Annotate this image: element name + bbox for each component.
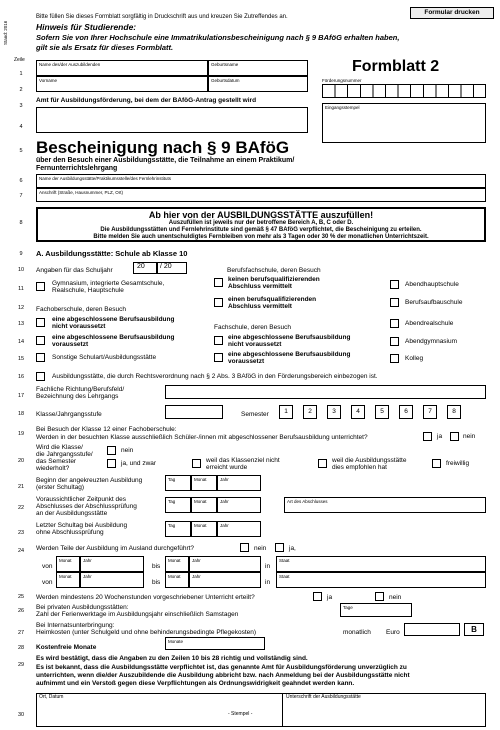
- schuljahr-from[interactable]: 20: [133, 262, 157, 274]
- foerderungsnummer-label: Förderungsnummer: [322, 78, 362, 83]
- keinen-checkbox[interactable]: [214, 278, 223, 287]
- schuljahr-to[interactable]: / 20: [157, 262, 187, 274]
- fos1-label-2: nicht voraussetzt: [52, 323, 106, 330]
- stempel-label: - Stempel -: [228, 711, 253, 717]
- wochenstunden-ja-label: ja: [327, 594, 333, 601]
- notice-line-2: Die Ausbildungsstätten und Fernlehrinstitute sind gemäß § 47 BAföG verpflichtet, die Bescheinigung zu erteilen.: [100, 227, 422, 234]
- fos1-checkbox[interactable]: [36, 318, 45, 327]
- print-button[interactable]: Formular drucken: [410, 7, 494, 19]
- semester-1[interactable]: 1: [279, 405, 293, 419]
- heim-euro: Euro: [386, 629, 400, 636]
- signature-divider: [282, 693, 283, 727]
- klassenziel-checkbox[interactable]: [192, 459, 201, 468]
- title-sub-1: über den Besuch einer Ausbildungsstätte, die Teilnahme an einem Praktikum/: [36, 157, 295, 164]
- freiwillig-checkbox[interactable]: [432, 459, 441, 468]
- bestaetigung-2: Es ist bekannt, dass die Ausbildungsstätte verpflichtet ist, das genannte Amt für Ausbildungsförderung unverzüglich zu: [36, 664, 407, 671]
- gymnasium-label-1: Gymnasium, integrierte Gesamtschule,: [52, 280, 165, 287]
- ausland-bis-monat-1[interactable]: Monat: [165, 556, 189, 572]
- wiederholt-label-3: das Semester: [36, 458, 77, 465]
- zeile-label: Zeile: [14, 57, 25, 63]
- wiederholt-ja-checkbox[interactable]: [107, 459, 116, 468]
- instruction-text: Bitte füllen Sie dieses Formblatt sorgfältig in Druckschrift aus und kreuzen Sie Zutreffendes an.: [36, 14, 288, 20]
- section-a-title: A. Ausbildungsstätte: Schule ab Klasse 10: [36, 249, 188, 258]
- semester-4[interactable]: 4: [351, 405, 365, 419]
- semester-2[interactable]: 2: [303, 405, 317, 419]
- verordnung-checkbox[interactable]: [36, 372, 45, 381]
- keinen-label-2: Abschluss vermittelt: [228, 283, 292, 290]
- name-field[interactable]: Name des/der Auszubildenden: [36, 60, 208, 76]
- wiederholt-label-2: die Jahrgangsstufe/: [36, 451, 93, 458]
- unterschrift-label: Unterschrift der Ausbildungsstätte: [286, 694, 361, 700]
- ausland-in-1: in: [265, 563, 271, 570]
- ausland-bis-monat-2[interactable]: Monat: [165, 572, 189, 588]
- abschluss-jahr[interactable]: Jahr: [217, 497, 261, 513]
- title-sub-2: Fernunterrichtslehrgang: [36, 165, 118, 172]
- ausland-staat-1[interactable]: Staat: [276, 556, 486, 572]
- institut-field[interactable]: Name der Ausbildungsstätte/Praktikumsstelle/des Fernlehrinstituts: [36, 174, 486, 188]
- abschluss-tag[interactable]: Tag: [165, 497, 191, 513]
- row-number: 26: [17, 608, 25, 614]
- hinweis-text-2: gilt sie als Ersatz für dieses Formblatt.: [36, 43, 174, 52]
- wochenstunden-nein-checkbox[interactable]: [375, 592, 384, 601]
- wiederholt-label-4: wiederholt?: [36, 465, 70, 472]
- semester-8[interactable]: 8: [447, 405, 461, 419]
- row-number: 3: [19, 103, 23, 109]
- kolleg-label: Kolleg: [405, 355, 424, 362]
- heim-monatlich: monatlich: [343, 629, 371, 636]
- ausland-label: Werden Teile der Ausbildung im Ausland durchgeführt?: [36, 545, 195, 552]
- fos12-label-2: Werden in der besuchten Klasse ausschließlich Schüler-/innen mit abgeschlossener Berufsausbildung unterrichtet?: [36, 434, 368, 441]
- wochenstunden-label: Werden mindestens 20 Wochenstunden vorgeschriebener Unterricht erteilt?: [36, 594, 255, 601]
- fs1-label-1: eine abgeschlossene Berufsausbildung: [228, 334, 351, 341]
- ausland-staat-2[interactable]: Staat: [276, 572, 486, 588]
- fos12-label-1: Bei Besuch der Klasse 12 einer Fachoberschule:: [36, 426, 177, 433]
- ausland-in-2: in: [265, 579, 271, 586]
- ausland-von-monat-1[interactable]: Monat: [56, 556, 80, 572]
- hinweis-text-1: Sofern Sie von Ihrer Hochschule eine Immatrikulationsbescheinigung nach § 9 BAföG erhalten haben,: [36, 33, 400, 42]
- row-number: 12: [17, 305, 25, 311]
- einen-checkbox[interactable]: [214, 298, 223, 307]
- semester-7[interactable]: 7: [423, 405, 437, 419]
- notice-head: Ab hier von der AUSBILDUNGSSTÄTTE auszufüllen!: [148, 210, 374, 220]
- row-number: 28: [17, 645, 25, 651]
- ferien-label-1: Bei privaten Ausbildungsstätten:: [36, 604, 129, 611]
- geburtsname-field[interactable]: Geburtsname: [208, 60, 308, 76]
- fs2-label-2: voraussetzt: [228, 358, 265, 365]
- abendhaupt-label: Abendhauptschule: [405, 281, 459, 288]
- beginn-label-1: Beginn der angekreuzten Ausbildung: [36, 477, 143, 484]
- row-number: 24: [17, 548, 25, 554]
- ausland-nein-label: nein: [254, 545, 267, 552]
- eingangsstempel-field[interactable]: Eingangsstempel: [322, 103, 486, 143]
- letzter-jahr[interactable]: Jahr: [217, 521, 261, 537]
- hinweis-title: Hinweis für Studierende:: [36, 22, 137, 32]
- abendreal-checkbox[interactable]: [390, 319, 399, 328]
- row-number: 14: [17, 339, 25, 345]
- freiwillig-label: freiwillig: [446, 460, 470, 467]
- gymnasium-checkbox[interactable]: [36, 282, 45, 291]
- fs-head: Fachschule, deren Besuch: [214, 324, 291, 331]
- keinen-label-1: keinen berufsqualifizierenden: [228, 276, 320, 283]
- klasse-label: Klasse/Jahrgangsstufe: [36, 411, 102, 418]
- amt-field[interactable]: [36, 107, 308, 133]
- kostenfrei-field[interactable]: Monate: [165, 637, 265, 650]
- heim-label-2: Heimkosten (unter Schulgeld und ohne behinderungsbedingte Pflegekosten): [36, 629, 257, 636]
- berufsaufbau-checkbox[interactable]: [390, 298, 399, 307]
- fos12-ja-checkbox[interactable]: [423, 432, 432, 441]
- row-number: 21: [17, 484, 25, 490]
- notice-line-3: Bitte melden Sie auch unentschuldigtes Fernbleiben von mehr als 3 Tagen oder 30 % der monatlichen Unterrichtszeit.: [93, 234, 429, 241]
- row-number: 7: [19, 193, 23, 199]
- fos2-checkbox[interactable]: [36, 336, 45, 345]
- wochenstunden-ja-checkbox[interactable]: [313, 592, 322, 601]
- row-number: 22: [17, 505, 25, 511]
- ausland-nein-checkbox[interactable]: [240, 543, 249, 552]
- bestaetigung-1: Es wird bestätigt, dass die Angaben zu den Zeilen 10 bis 28 richtig und vollständig sind.: [36, 655, 308, 662]
- ausland-von-2: von: [42, 579, 53, 586]
- beginn-label-2: (erster Schultag): [36, 484, 85, 491]
- empfohlen-label-2: dies empfohlen hat: [332, 464, 387, 471]
- abschluss-art[interactable]: Art des Abschlusses: [284, 497, 486, 513]
- beginn-tag[interactable]: Tag: [165, 475, 191, 491]
- row-number: 27: [17, 630, 25, 636]
- ausland-bis-jahr-2[interactable]: Jahr: [189, 572, 261, 588]
- abschluss-label-2: Abschlusses der Abschlussprüfung: [36, 503, 137, 510]
- row-number: 25: [17, 594, 25, 600]
- row-number: 16: [17, 374, 25, 380]
- semester-label: Semester: [241, 411, 269, 418]
- ausland-von-1: von: [42, 563, 53, 570]
- kolleg-checkbox[interactable]: [390, 354, 399, 363]
- row-number: 10: [17, 267, 25, 273]
- notice-line-1: Auszufüllen ist jeweils nur der betroffene Bereich A, B, C oder D.: [168, 220, 354, 227]
- row-number: 6: [19, 178, 23, 184]
- fos12-nein-label: nein: [463, 433, 476, 440]
- ferien-tage-field[interactable]: Tage: [340, 603, 412, 617]
- ausland-bis-jahr-1[interactable]: Jahr: [189, 556, 261, 572]
- fos-head: Fachoberschule, deren Besuch: [36, 306, 126, 313]
- wiederholt-nein-checkbox[interactable]: [107, 446, 116, 455]
- ort-datum-label: Ort, Datum: [39, 694, 64, 700]
- notice-box: [36, 207, 486, 242]
- row-number: 8: [19, 220, 23, 226]
- letzter-tag[interactable]: Tag: [165, 521, 191, 537]
- beginn-monat[interactable]: Monat: [191, 475, 217, 491]
- empfohlen-label-1: weil die Ausbildungsstätte: [332, 457, 407, 464]
- row-number: 13: [17, 321, 25, 327]
- letzter-label-1: Letzter Schultag bei Ausbildung: [36, 522, 128, 529]
- row-number: 17: [17, 393, 25, 399]
- fs2-checkbox[interactable]: [214, 353, 223, 362]
- heim-b-box: B: [464, 623, 484, 636]
- row-number: 19: [17, 431, 25, 437]
- heim-label-1: Bei Internatsunterbringung:: [36, 622, 115, 629]
- letzter-monat[interactable]: Monat: [191, 521, 217, 537]
- fos12-ja-label: ja: [437, 433, 443, 440]
- abschluss-label-1: Voraussichtlicher Zeitpunkt des: [36, 496, 126, 503]
- abschluss-label-3: an der Ausbildungsstätte: [36, 510, 108, 517]
- gymnasium-label-2: Realschule, Hauptschule: [52, 287, 124, 294]
- geburtsdatum-field[interactable]: Geburtsdatum: [208, 76, 308, 92]
- letzter-label-2: ohne Abschlussprüfung: [36, 529, 104, 536]
- verordnung-label: Ausbildungsstätte, die durch Rechtsverordnung nach § 2 Abs. 3 BAföG in den Förderungsbereich einbezogen ist.: [52, 373, 378, 380]
- fachrichtung-field[interactable]: [165, 385, 486, 399]
- row-number: 2: [19, 87, 23, 93]
- ausland-von-monat-2[interactable]: Monat: [56, 572, 80, 588]
- row-number: 5: [19, 148, 23, 154]
- ausland-bis-2: bis: [152, 579, 161, 586]
- schuljahr-label: Angaben für das Schuljahr: [36, 267, 113, 274]
- klasse-field[interactable]: [165, 405, 223, 419]
- klassenziel-label-2: erreicht wurde: [206, 464, 248, 471]
- fos12-nein-checkbox[interactable]: [450, 432, 459, 441]
- page-title: Bescheinigung nach § 9 BAföG: [36, 138, 290, 157]
- empfohlen-checkbox[interactable]: [318, 459, 327, 468]
- semester-6[interactable]: 6: [399, 405, 413, 419]
- fos2-label-1: eine abgeschlossene Berufsausbildung: [52, 334, 175, 341]
- fos2-label-2: voraussetzt: [52, 341, 89, 348]
- abschluss-monat[interactable]: Monat: [191, 497, 217, 513]
- row-number: 15: [17, 356, 25, 362]
- fachrichtung-label-2: Bezeichnung des Lehrgangs: [36, 393, 119, 400]
- row-number: 1: [19, 71, 23, 77]
- abendgym-checkbox[interactable]: [390, 337, 399, 346]
- ausland-von-jahr-2[interactable]: Jahr: [80, 572, 144, 588]
- semester-5[interactable]: 5: [375, 405, 389, 419]
- heim-euro-field[interactable]: [404, 623, 460, 636]
- ferien-label-2: Zahl der Ferienwerktage im Ausbildungsjahr einschließlich Samstagen: [36, 611, 239, 618]
- row-number: 23: [17, 530, 25, 536]
- formblatt-title: Formblatt 2: [352, 58, 440, 75]
- fs2-label-1: eine abgeschlossene Berufsausbildung: [228, 351, 351, 358]
- stand-label: Stand: 2016: [3, 20, 8, 45]
- wiederholt-label-1: Wird die Klasse/: [36, 444, 83, 451]
- berufsaufbau-label: Berufsaufbauschule: [405, 299, 463, 306]
- signature-block[interactable]: [36, 693, 486, 727]
- ausland-ja-label: ja,: [289, 545, 296, 552]
- wiederholt-nein-label: nein: [121, 447, 134, 454]
- ausland-ja-checkbox[interactable]: [275, 543, 284, 552]
- einen-label-1: einen berufsqualifizierenden: [228, 296, 317, 303]
- vorname-field[interactable]: Vorname: [36, 76, 208, 92]
- beginn-jahr[interactable]: Jahr: [217, 475, 261, 491]
- klassenziel-label-1: weil das Klassenziel nicht: [206, 457, 280, 464]
- row-number: 20: [17, 458, 25, 464]
- row-number: 4: [19, 124, 23, 130]
- einen-label-2: Abschluss vermittelt: [228, 303, 292, 310]
- row-number: 18: [17, 411, 25, 417]
- ausland-bis-1: bis: [152, 563, 161, 570]
- ausland-von-jahr-1[interactable]: Jahr: [80, 556, 144, 572]
- abendgym-label: Abendgymnasium: [405, 338, 458, 345]
- fos1-label-1: eine abgeschlossene Berufsausbildung: [52, 316, 175, 323]
- wiederholt-ja-label: ja, und zwar: [121, 460, 157, 467]
- sonstige-label: Sonstige Schulart/Ausbildungsstätte: [52, 354, 157, 361]
- fs1-label-2: nicht voraussetzt: [228, 341, 282, 348]
- sonstige-checkbox[interactable]: [36, 353, 45, 362]
- abendreal-label: Abendrealschule: [405, 320, 454, 327]
- row-number: 11: [18, 286, 24, 292]
- kostenfrei-label: Kostenfreie Monate: [36, 644, 97, 651]
- anschrift-field[interactable]: Anschrift (Straße, Hausnummer, PLZ, Ort): [36, 188, 486, 202]
- bestaetigung-4: aufnimmt und ein Verstoß gegen diese Verpflichtungen als Ordnungswidrigkeit geahndet werden kann.: [36, 680, 355, 687]
- abendhaupt-checkbox[interactable]: [390, 280, 399, 289]
- wochenstunden-nein-label: nein: [389, 594, 402, 601]
- fs1-checkbox[interactable]: [214, 336, 223, 345]
- row-number: 9: [19, 251, 23, 257]
- berufsfachschule-head: Berufsfachschule, deren Besuch: [227, 267, 321, 274]
- fachrichtung-label-1: Fachliche Richtung/Berufsfeld/: [36, 386, 125, 393]
- row-number: 29: [17, 662, 25, 668]
- amt-label: Amt für Ausbildungsförderung, bei dem der BAföG-Antrag gestellt wird: [36, 97, 257, 104]
- semester-3[interactable]: 3: [327, 405, 341, 419]
- row-number: 30: [17, 712, 25, 718]
- bestaetigung-3: unterrichten, wenn die/der Auszubildende die Ausbildung abbricht bzw. nach Anmeldung bei der Ausbildungsstätte nicht: [36, 672, 410, 679]
- foerderungsnummer-boxes[interactable]: [322, 84, 486, 98]
